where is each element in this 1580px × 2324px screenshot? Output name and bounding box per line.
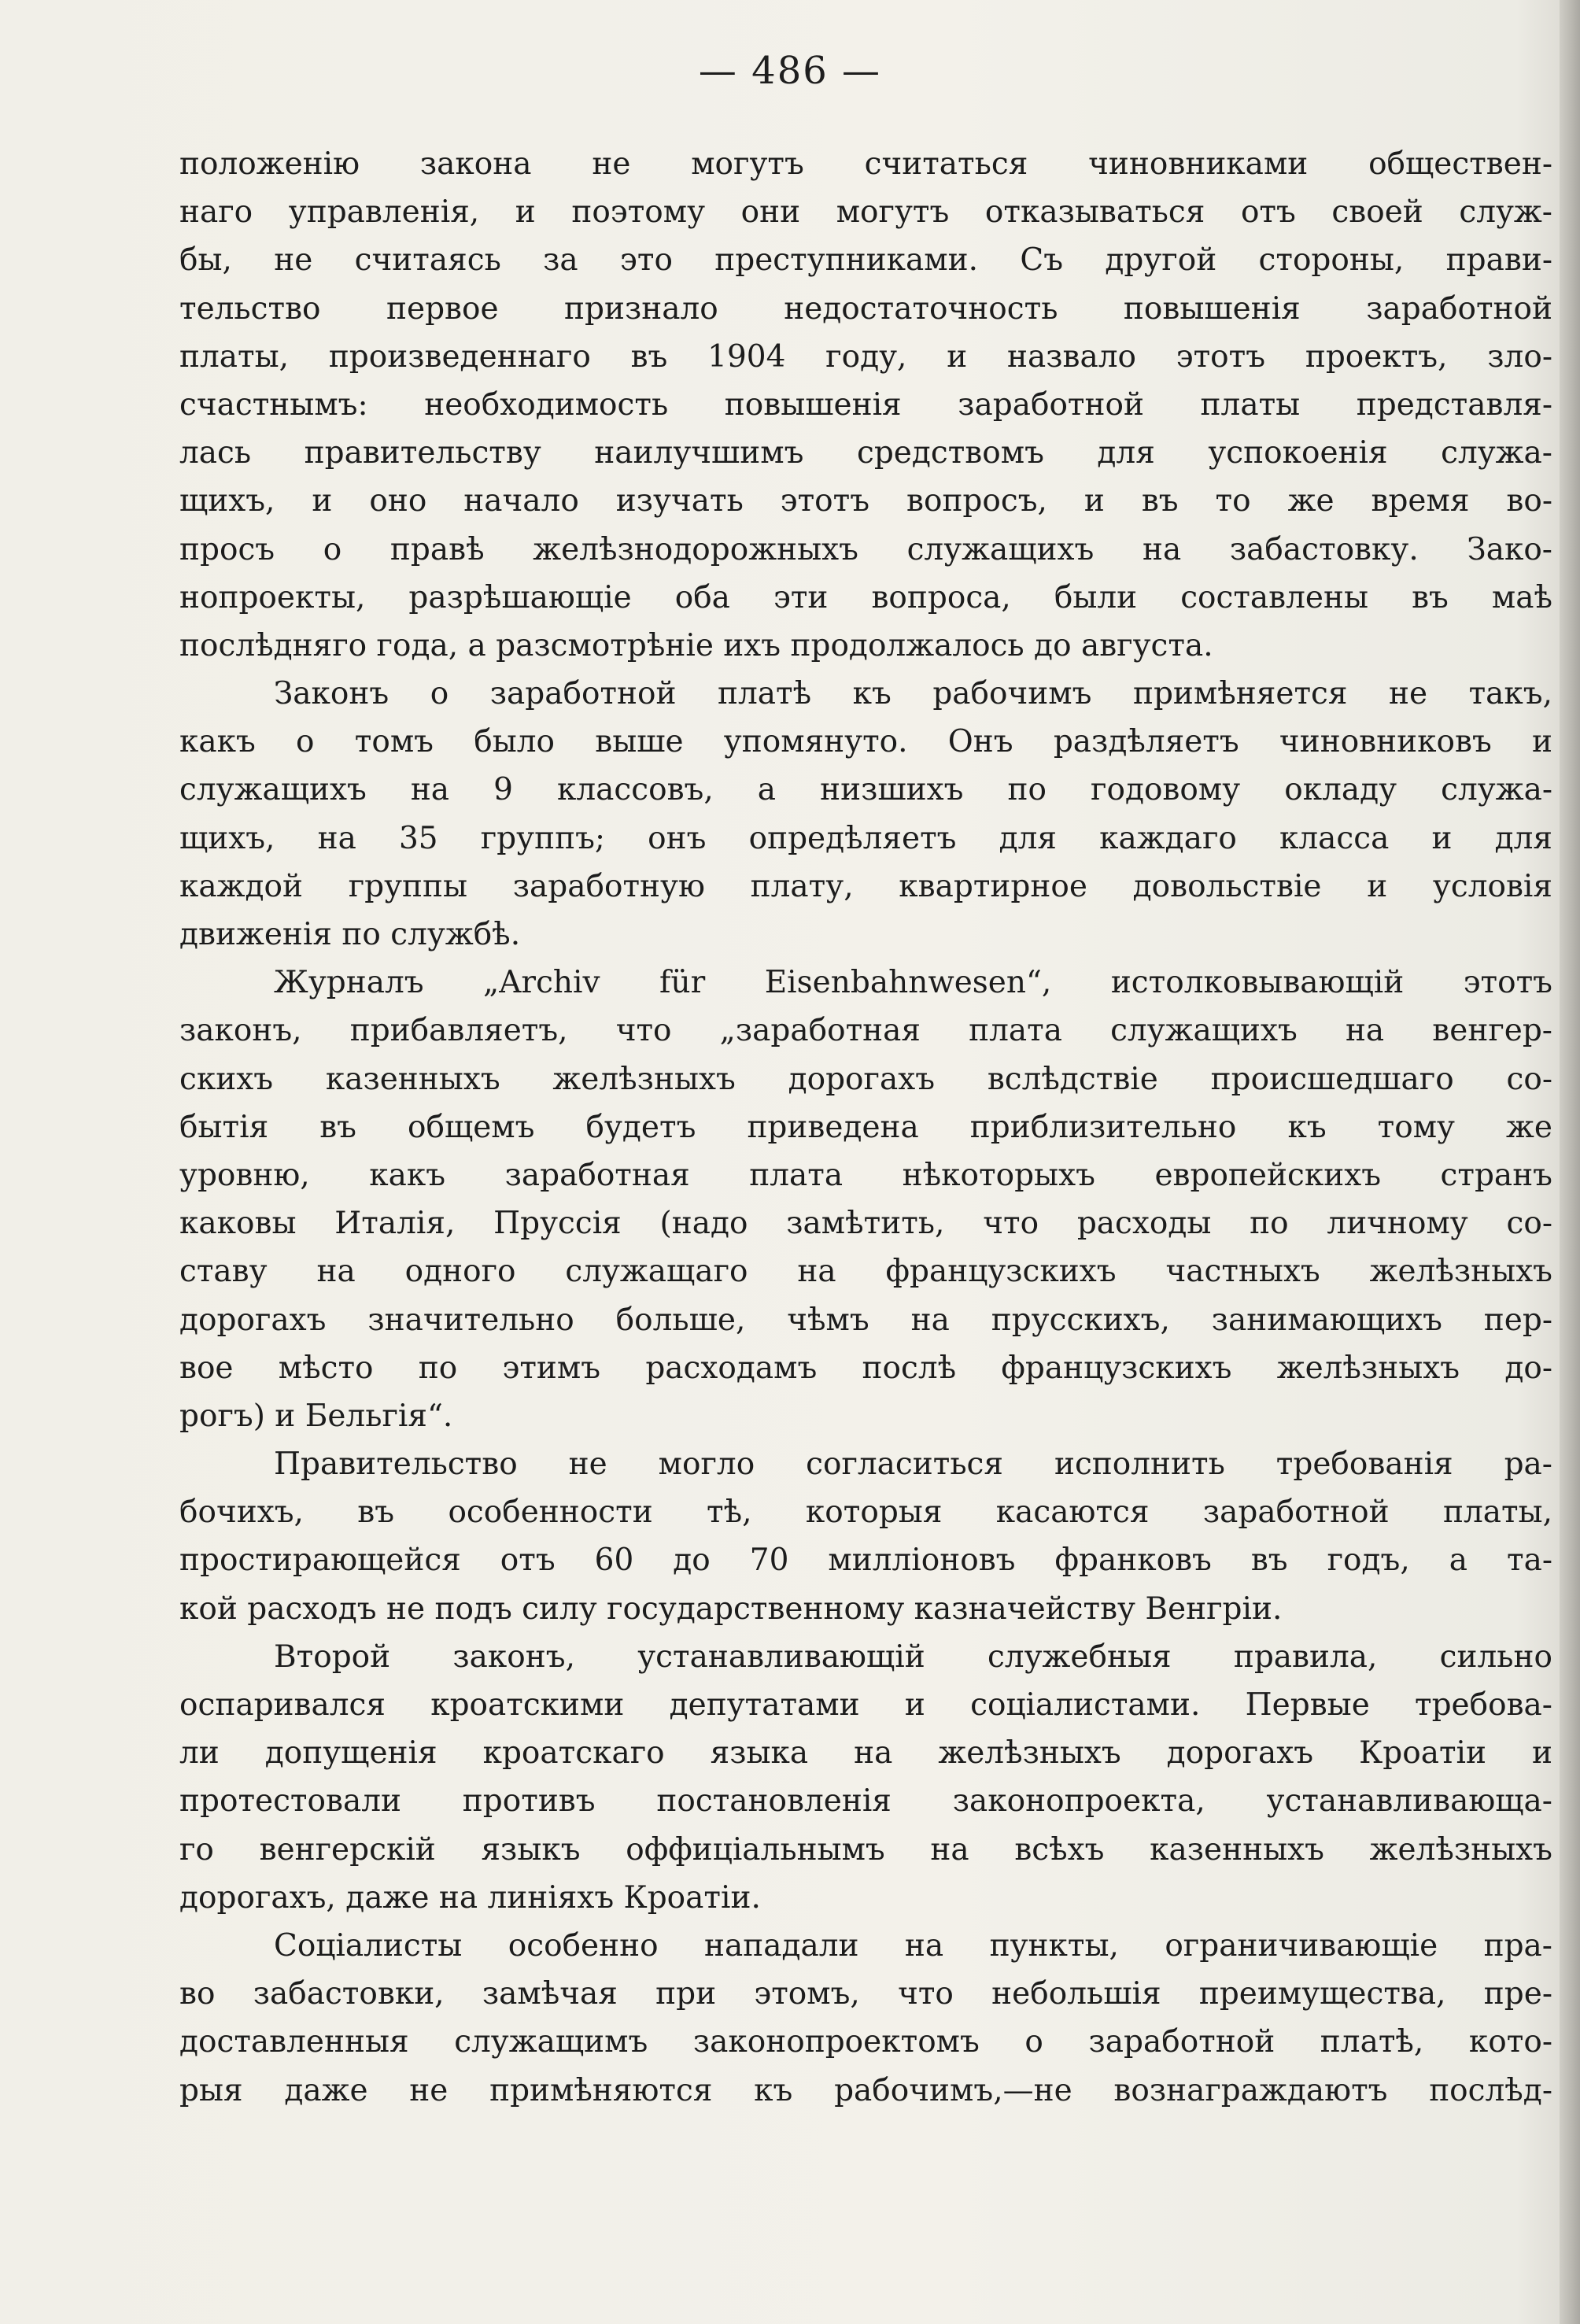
text-line: дорогахъ, даже на линіяхъ Кроатіи. bbox=[179, 1879, 761, 1916]
text-line: служащихъ на 9 классовъ, а низшихъ по годовому окладу служа- bbox=[179, 772, 1552, 808]
text-line: каковы Италія, Пруссія (надо замѣтить, что расходы по личному со- bbox=[179, 1206, 1552, 1242]
text-line: лась правительству наилучшимъ средствомъ для успокоенія служа- bbox=[179, 435, 1552, 471]
text-line: послѣдняго года, а разсмотрѣніе ихъ продолжалось до августа. bbox=[179, 627, 1213, 663]
text-line: нопроекты, разрѣшающіе оба эти вопроса, были составлены въ маѣ bbox=[179, 579, 1552, 615]
text-line: законъ, прибавляетъ, что „заработная плата служащихъ на венгер- bbox=[179, 1013, 1552, 1049]
text-line: Правительство не могло согласиться исполнить требованія ра- bbox=[274, 1446, 1552, 1483]
text-line: Соціалисты особенно нападали на пункты, ограничивающіе пра- bbox=[274, 1927, 1552, 1964]
text-line: вое мѣсто по этимъ расходамъ послѣ французскихъ желѣзныхъ до- bbox=[179, 1350, 1552, 1386]
text-line: бытія въ общемъ будетъ приведена приблизительно къ тому же bbox=[179, 1109, 1552, 1145]
text-line: уровню, какъ заработная плата нѣкоторыхъ европейскихъ странъ bbox=[179, 1157, 1552, 1193]
text-line: наго управленія, и поэтому они могутъ отказываться отъ своей служ- bbox=[179, 194, 1552, 231]
text-line: го венгерскій языкъ оффиціальнымъ на всѣхъ казенныхъ желѣзныхъ bbox=[179, 1831, 1552, 1868]
text-line: кой расходъ не подъ силу государственному казначейству Венгріи. bbox=[179, 1591, 1283, 1627]
text-line: ли допущенія кроатскаго языка на желѣзныхъ дорогахъ Кроатіи и bbox=[179, 1735, 1552, 1772]
text-line: рогъ) и Бельгія“. bbox=[179, 1398, 453, 1434]
text-line: во забастовки, замѣчая при этомъ, что небольшія преимущества, пре- bbox=[179, 1976, 1552, 2012]
text-line: платы, произведеннаго въ 1904 году, и назвало этотъ проектъ, зло- bbox=[179, 338, 1552, 375]
text-line: ставу на одного служащаго на французскихъ частныхъ желѣзныхъ bbox=[179, 1254, 1552, 1290]
text-line: Журналъ „Archiv für Eisenbahnwesen“, истолковывающій этотъ bbox=[274, 965, 1552, 1001]
text-line: Второй законъ, устанавливающій служебныя правила, сильно bbox=[274, 1639, 1552, 1675]
text-line: дорогахъ значительно больше, чѣмъ на прусскихъ, занимающихъ пер- bbox=[179, 1302, 1552, 1338]
text-line: протестовали противъ постановленія законопроекта, устанавливающа- bbox=[179, 1783, 1552, 1820]
text-line: какъ о томъ было выше упомянуто. Онъ раздѣляетъ чиновниковъ и bbox=[179, 724, 1552, 760]
page-edge-shadow bbox=[1560, 0, 1580, 2324]
text-line: простирающейся отъ 60 до 70 милліоновъ франковъ въ годъ, а та- bbox=[179, 1543, 1552, 1579]
text-line: тельство первое признало недостаточность повышенія заработной bbox=[179, 290, 1552, 327]
text-line: просъ о правѣ желѣзнодорожныхъ служащихъ на забастовку. Зако- bbox=[179, 531, 1552, 567]
text-line: Законъ о заработной платѣ къ рабочимъ примѣняется не такъ, bbox=[274, 676, 1552, 712]
text-line: рыя даже не примѣняются къ рабочимъ,—не вознаграждаютъ послѣд- bbox=[179, 2072, 1552, 2108]
text-line: счастнымъ: необходимость повышенія заработной платы представля- bbox=[179, 386, 1552, 423]
text-line: щихъ, на 35 группъ; онъ опредѣляетъ для каждаго класса и для bbox=[179, 820, 1552, 856]
text-line: оспаривался кроатскими депутатами и соціалистами. Первые требова- bbox=[179, 1687, 1552, 1723]
text-line: бы, не считаясь за это преступниками. Съ другой стороны, прави- bbox=[179, 242, 1552, 279]
text-line: положенію закона не могутъ считаться чиновниками обществен- bbox=[179, 146, 1552, 182]
text-line: доставленныя служащимъ законопроектомъ о заработной платѣ, кото- bbox=[179, 2024, 1552, 2060]
text-line: движенія по службѣ. bbox=[179, 917, 521, 952]
page-number: — 486 — bbox=[698, 49, 882, 93]
body-text bbox=[179, 140, 1552, 2115]
text-line: каждой группы заработную плату, квартирное довольствіе и условія bbox=[179, 868, 1552, 904]
text-line: скихъ казенныхъ желѣзныхъ дорогахъ вслѣдствіе происшедшаго со- bbox=[179, 1061, 1552, 1097]
text-line: бочихъ, въ особенности тѣ, которыя касаются заработной платы, bbox=[179, 1495, 1552, 1531]
text-line: щихъ, и оно начало изучать этотъ вопросъ, и въ то же время во- bbox=[179, 483, 1552, 519]
